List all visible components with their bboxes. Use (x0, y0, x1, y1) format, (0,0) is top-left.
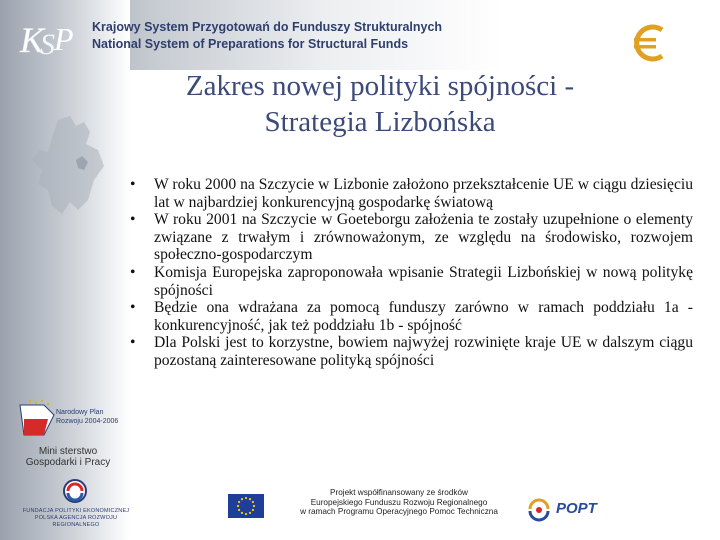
plan-rozwoju-label: Narodowy Plan Rozwoju 2004-2006 (56, 409, 119, 425)
list-item: • Będzie ona wdrażana za pomocą funduszy zarówno w ramach poddziału 1a - konkurencyjność, jak też poddziału 1b - spójność (130, 299, 693, 334)
list-item: • Dla Polski jest to korzystne, bowiem najwyżej rozwinięte kraje UE w dalszym ciągu pozostaną zainteresowane polityką spójności (130, 334, 693, 369)
ksp-logo-icon (18, 14, 80, 64)
project-cofinancing-label: Projekt współfinansowany ze środków Europejskiego Funduszu Rozwoju Regionalnego w ramach Programu Operacyjnego Pomoc Techniczna (300, 488, 498, 516)
popt-logo-icon (526, 496, 552, 522)
list-item: • W roku 2000 na Szczycie w Lizbonie założono przekształcenie UE w ciągu dziesięciu lat w najbardziej konkurencyjną gospodarkę światową (130, 176, 693, 211)
europe-map-icon (18, 110, 118, 230)
foundation-logo-icon (62, 478, 88, 504)
popt-label: POPT (556, 500, 597, 517)
bullet-icon: • (130, 211, 136, 229)
svg-text:P: P (54, 21, 74, 57)
euro-icon (630, 22, 670, 64)
slide-title (120, 68, 640, 140)
ministry-label: Mini sterstwo Gospodarki i Pracy (25, 446, 111, 468)
bullet-icon: • (130, 176, 136, 193)
foundation-label: FUNDACJA POLITYKI EKONOMICZNEJ POLSKA AGENCJA ROZWOJU REGIONALNEGO (22, 508, 130, 528)
bullet-icon: • (130, 263, 136, 281)
eu-flag-icon (228, 494, 264, 518)
header-title-pl: Krajowy System Przygotowań do Funduszy Strukturalnych (92, 20, 443, 34)
bullet-icon: • (130, 299, 136, 317)
list-item: • Komisja Europejska zaproponowała wpisanie Strategii Lizbońskiej w nową politykę spójności (130, 263, 693, 299)
title-line-2: Strategia Lizbońska (264, 106, 496, 138)
title-line-1: Zakres nowej polityki spójności - (185, 70, 575, 102)
svg-text:S: S (40, 28, 55, 61)
list-item: • W roku 2001 na Szczycie w Goeteborgu założenia te zostały uzupełnione o elementy związane z trwałym i zrównoważonym, ze względu na środowisko, rozwojem społeczno-gospodarczym (130, 211, 693, 264)
svg-text:K: K (20, 20, 45, 60)
bullet-list (128, 176, 693, 370)
bullet-icon: • (130, 334, 136, 352)
header-title-en: National System of Preparations for Structural Funds (92, 37, 409, 51)
